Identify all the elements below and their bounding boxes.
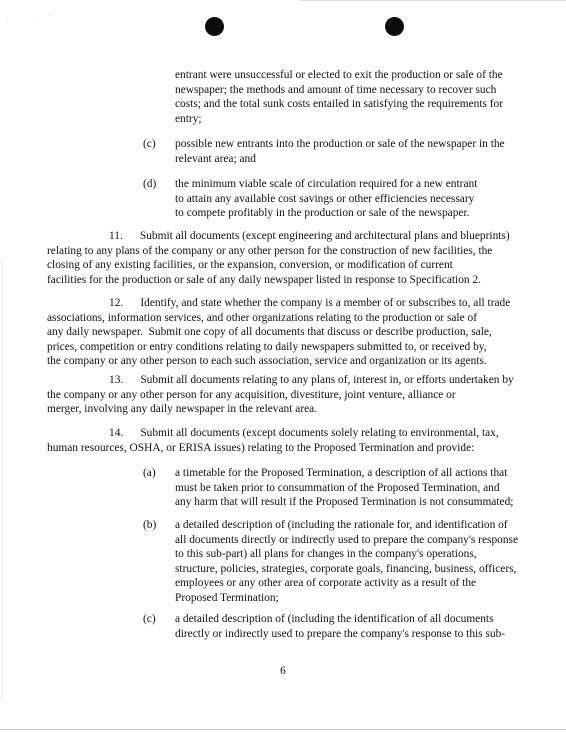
scan-edge-left — [2, 260, 3, 700]
subitem-letter: (b) — [143, 519, 157, 531]
text-line: Proposed Termination; — [175, 591, 279, 604]
subitem-letter: (c) — [143, 138, 156, 150]
subitem-letter: (d) — [143, 178, 157, 190]
continuation-text — [175, 68, 503, 126]
subitem-letter: (a) — [143, 467, 156, 479]
text-line: to compete profitably in the production or sale of the newspaper. — [175, 207, 470, 220]
text-line: human resources, OSHA, or ERISA issues) relating to the Proposed Termination and provide: — [47, 441, 475, 454]
text-line: a detailed description of (including the identification of all documents — [175, 613, 494, 625]
text-line: the company or any other person to each such association, service and organization or its agents. — [47, 355, 487, 368]
punch-hole-left — [205, 17, 224, 36]
text-line: 12. Identify, and state whether the company is a member of or subscribes to, all trade — [109, 297, 511, 309]
text-line: to attain any available cost savings or other efficiencies necessary — [175, 192, 475, 205]
text-line: must be taken prior to consummation of the Proposed Termination, and — [175, 481, 500, 494]
text-line: to this sub-part) all plans for changes in the company's operations, — [175, 548, 477, 561]
text-line: any harm that will result if the Proposed Termination is not consummated; — [175, 496, 514, 509]
paragraph-12 — [47, 296, 510, 369]
text-line: a timetable for the Proposed Termination, a description of all actions that — [175, 467, 508, 479]
text-line: structure, policies, strategies, corporate goals, financing, business, officers, — [175, 562, 517, 575]
text-line: 11. Submit all documents (except engineering and architectural plans and blueprints) — [109, 230, 510, 242]
text-line: entrant were unsuccessful or elected to exit the production or sale of the — [175, 69, 503, 81]
text-line: associations, information services, and other organizations relating to the production or sale of — [47, 311, 477, 324]
paragraph-11 — [47, 229, 510, 287]
text-line: closing of any existing facilities, or the expansion, conversion, or modification of current — [47, 259, 453, 272]
text-line: 14. Submit all documents (except documents solely relating to environmental, tax, — [109, 427, 499, 439]
subitem-letter: (c) — [143, 613, 156, 625]
text-line: any daily newspaper. Submit one copy of all documents that discuss or describe production, sale, — [47, 326, 492, 339]
text-line: relevant area; and — [175, 152, 256, 165]
text-line: facilities for the production or sale of any daily newspaper listed in response to Specification 2. — [47, 273, 481, 286]
text-line: merger, involving any daily newspaper in the relevant area. — [47, 403, 318, 416]
scan-edge-top — [300, 0, 566, 1]
text-line: costs; and the total sunk costs entailed in satisfying the requirements for — [175, 98, 504, 111]
text-line: employees or any other area of corporate activity as a result of the — [175, 577, 477, 590]
scan-edge-bottom — [0, 729, 566, 730]
page-number: 6 — [280, 665, 286, 677]
scan-speck: ˙ — [32, 16, 35, 24]
text-line: 13. Submit all documents relating to any plans of, interest in, or efforts undertaken by — [109, 374, 514, 386]
text-line: directly or indirectly used to prepare the company's response to this sub- — [175, 627, 506, 640]
punch-hole-right — [385, 17, 404, 36]
text-line: entry; — [175, 112, 202, 125]
text-line: possible new entrants into the production or sale of the newspaper in the — [175, 138, 505, 150]
text-line: all documents directly or indirectly used to prepare the company's response — [175, 533, 519, 546]
scan-speck: ˙ — [6, 17, 9, 25]
scan-speck: ˙ — [49, 13, 52, 21]
text-line: the minimum viable scale of circulation required for a new entrant — [175, 178, 478, 190]
text-line: prices, competition or entry conditions relating to daily newspapers submitted to, or received by, — [47, 340, 487, 353]
text-line: relating to any plans of the company or any other person for the construction of new facilities, the — [47, 244, 493, 257]
text-line: newspaper; the methods and amount of time necessary to recover such — [175, 83, 497, 96]
paragraph-13 — [47, 373, 514, 417]
paragraph-14 — [47, 426, 499, 455]
text-line: the company or any other person for any acquisition, divestiture, joint venture, alliance or — [47, 388, 456, 401]
text-line: a detailed description of (including the rationale for, and identification of — [175, 519, 508, 531]
